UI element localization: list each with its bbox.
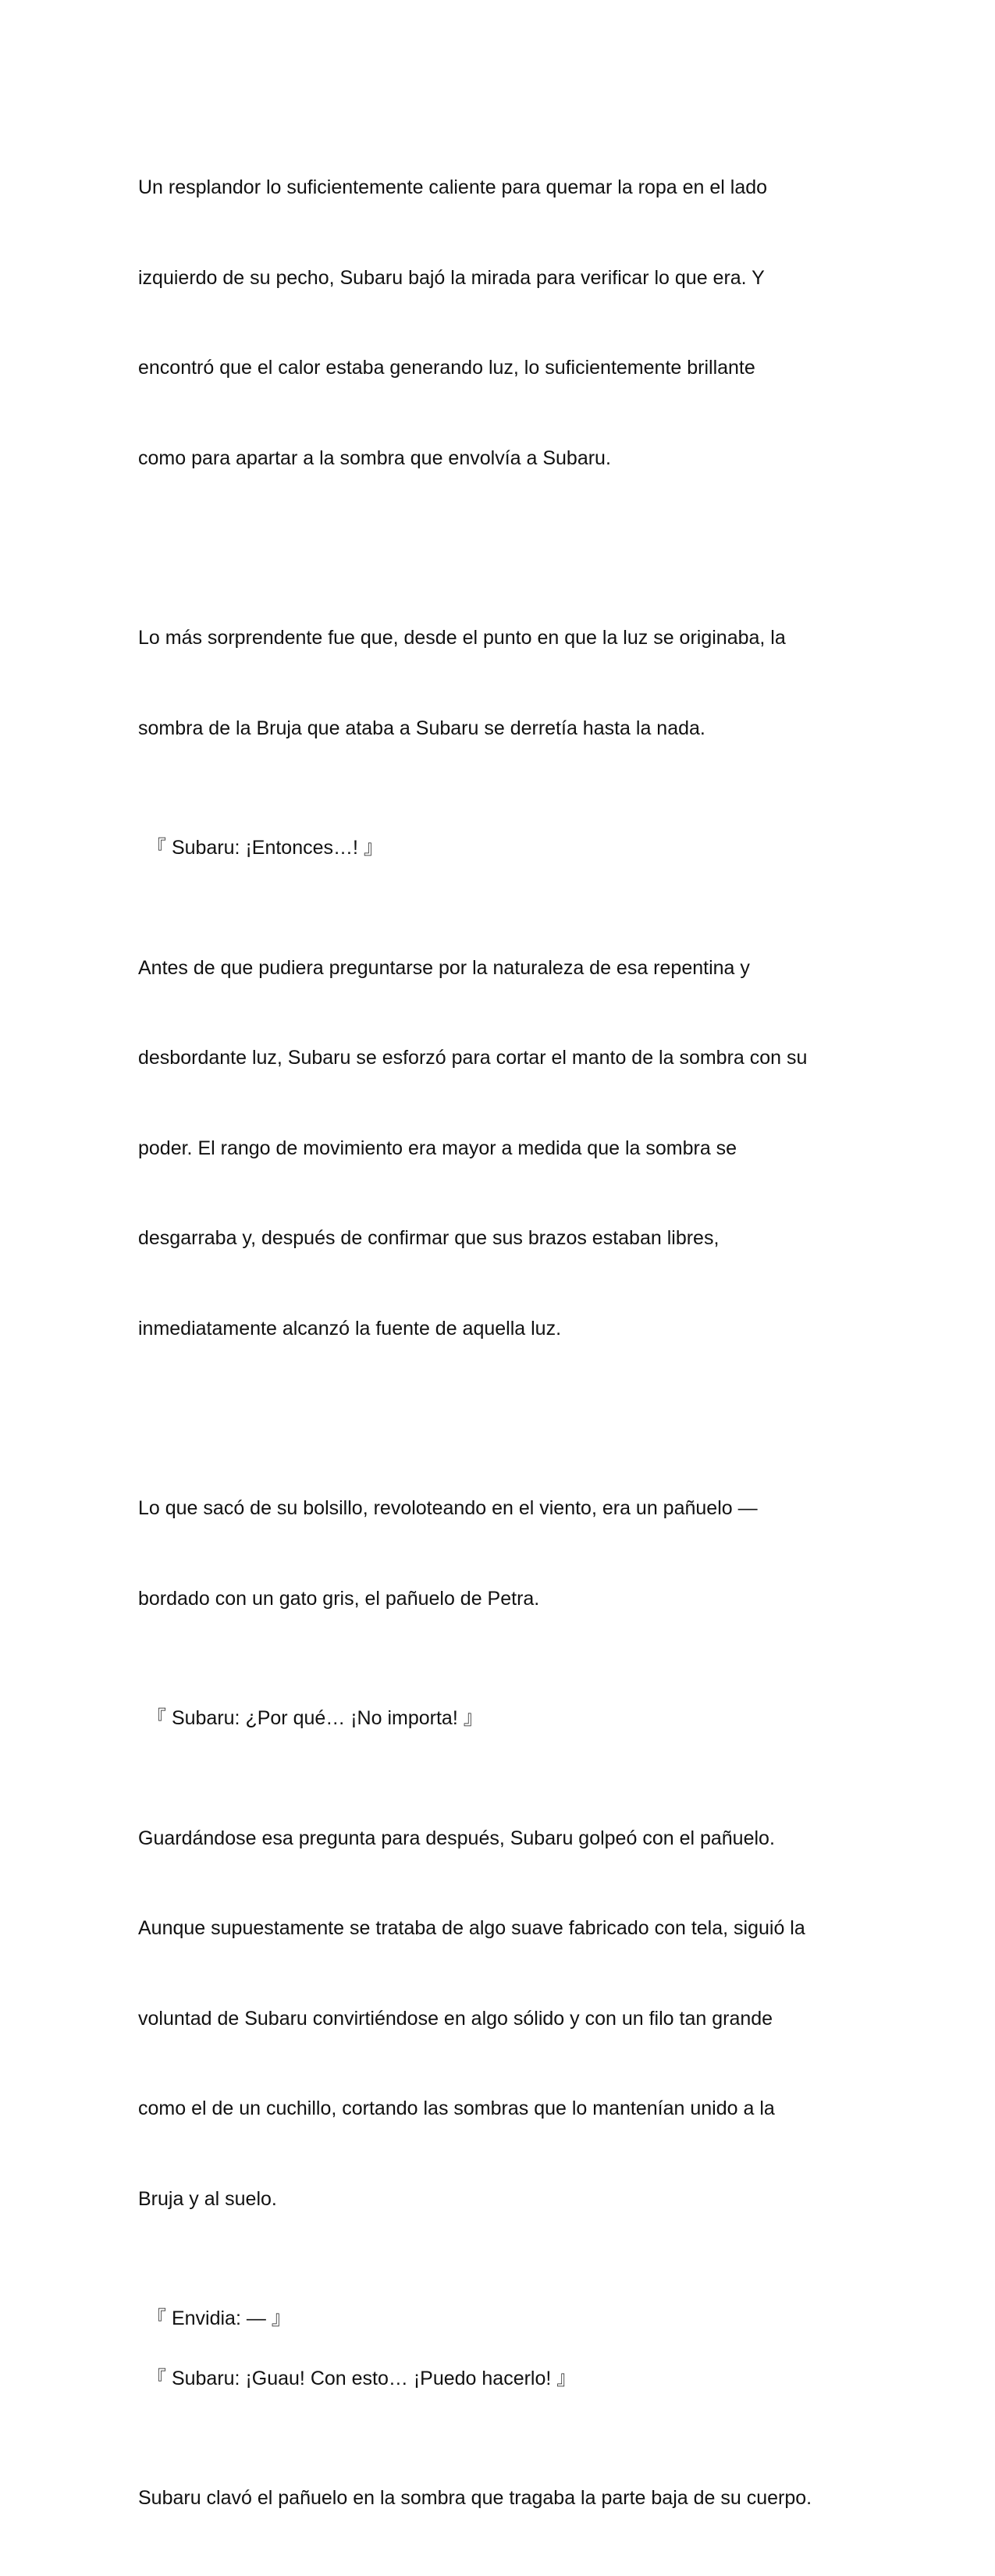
text-line: como para apartar a la sombra que envolvía a Subaru. — [138, 447, 611, 469]
dialogue-line: 『 Envidia: — 』 — [147, 2307, 291, 2329]
text-line: encontró que el calor estaba generando luz, lo suficientemente brillante — [138, 357, 755, 379]
text-line: Subaru clavó el pañuelo en la sombra que tragaba la parte baja de su cuerpo. — [138, 2487, 812, 2509]
paragraph — [138, 1433, 864, 1674]
paragraph — [138, 112, 864, 533]
text-line: Un resplandor lo suficientemente caliente para quemar la ropa en el lado — [138, 176, 768, 198]
text-line: Antes de que pudiera preguntarse por la naturaleza de esa repentina y — [138, 956, 750, 979]
text-line: poder. El rango de movimiento era mayor a medida que la sombra se — [138, 1137, 737, 1159]
text-line: voluntad de Subaru convirtiéndose en algo sólido y con un filo tan grande — [138, 2007, 773, 2030]
paragraph — [138, 893, 864, 1404]
text-line: desgarraba y, después de confirmar que sus brazos estaban libres, — [138, 1227, 720, 1249]
text-line: Lo más sorprendente fue que, desde el punto en que la luz se originaba, la — [138, 627, 786, 649]
text-line: Guardándose esa pregunta para después, Subaru golpeó con el pañuelo. — [138, 1827, 775, 1849]
dialogue-line: 『 Subaru: ¡Entonces…! 』 — [147, 837, 383, 859]
paragraph — [138, 2423, 864, 2574]
text-line: sombra de la Bruja que ataba a Subaru se derretía hasta la nada. — [138, 717, 705, 739]
text-line: inmediatamente alcanzó la fuente de aquella luz. — [138, 1317, 562, 1340]
text-line: Aunque supuestamente se trataba de algo suave fabricado con tela, siguió la — [138, 1917, 805, 1939]
text-line: Lo que sacó de su bolsillo, revoloteando en el viento, era un pañuelo — — [138, 1497, 758, 1519]
document-page — [138, 112, 864, 2576]
text-line: izquierdo de su pecho, Subaru bajó la mirada para verificar lo que era. Y — [138, 266, 765, 289]
dialogue-line: 『 Subaru: ¡Guau! Con esto… ¡Puedo hacerlo! 』 — [147, 2367, 577, 2389]
text-line: bordado con un gato gris, el pañuelo de Petra. — [138, 1587, 540, 1610]
paragraph — [138, 1763, 864, 2275]
text-line: como el de un cuchillo, cortando las sombras que lo mantenían unido a la — [138, 2097, 775, 2119]
text-line: Bruja y al suelo. — [138, 2187, 277, 2210]
text-line: desbordante luz, Subaru se esforzó para cortar el manto de la sombra con su — [138, 1047, 808, 1069]
dialogue-line: 『 Subaru: ¿Por qué… ¡No importa! 』 — [147, 1707, 483, 1729]
paragraph — [138, 563, 864, 803]
